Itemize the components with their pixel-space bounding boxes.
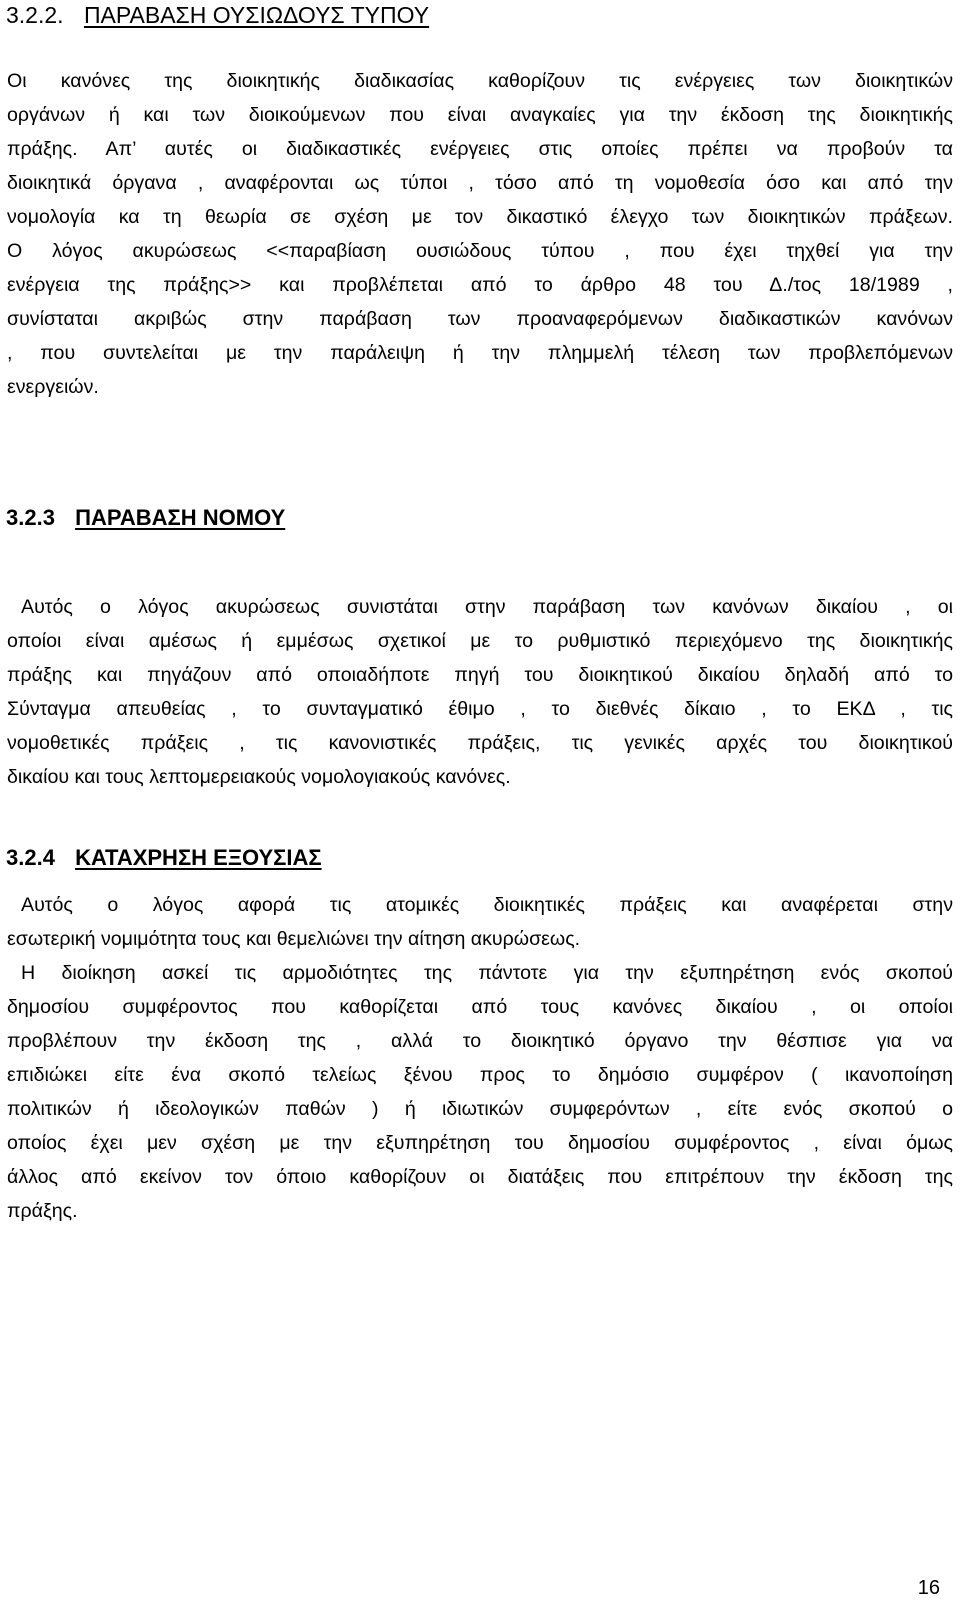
paragraph-line: νομολογία κα τη θεωρία σε σχέση με τον δικαστικό έλεγχο των διοικητικών πράξεων. (7, 206, 953, 228)
section-heading-3-2-3 (6, 507, 285, 529)
paragraph-3-2-2 (7, 64, 953, 404)
paragraph-line: νομοθετικές πράξεις , τις κανονιστικές πράξεις, τις γενικές αρχές του διοικητικού (7, 732, 953, 754)
paragraph-line: Ο λόγος ακυρώσεως <<παραβίαση ουσιώδους τύπου , που έχει τηχθεί για την (7, 240, 953, 262)
paragraph-line: οποίος έχει μεν σχέση με την εξυπηρέτηση του δημοσίου συμφέροντος , είναι όμως (7, 1132, 953, 1154)
page-number: 16 (917, 1577, 940, 1599)
section-number: 3.2.3 (6, 505, 55, 530)
section-title: ΚΑΤΑΧΡΗΣΗ ΕΞΟΥΣΙΑΣ (75, 845, 322, 870)
section-heading-3-2-2 (6, 4, 429, 27)
paragraph-line: δικαίου και τους λεπτομερειακούς νομολογιακούς κανόνες. (7, 766, 511, 788)
paragraph-line: πράξης. Απ’ αυτές οι διαδικαστικές ενέργειες στις οποίες πρέπει να προβούν τα (7, 138, 953, 160)
paragraph-line: Η διοίκηση ασκεί τις αρμοδιότητες της πάντοτε για την εξυπηρέτηση ενός σκοπού (21, 962, 953, 984)
paragraph-line: πολιτικών ή ιδεολογικών παθών ) ή ιδιωτικών συμφερόντων , είτε ενός σκοπού ο (7, 1098, 953, 1120)
paragraph-line: ενεργειών. (7, 376, 99, 398)
paragraph-3-2-3 (7, 590, 953, 794)
section-title: ΠΑΡΑΒΑΣΗ ΝΟΜΟΥ (75, 505, 286, 530)
section-number: 3.2.4 (6, 845, 55, 870)
paragraph-line: διοικητικά όργανα , αναφέρονται ως τύποι , τόσο από τη νομοθεσία όσο και από την (7, 172, 953, 194)
paragraph-line: συνίσταται ακριβώς στην παράβαση των προαναφερόμενων διαδικαστικών κανόνων (7, 308, 953, 330)
section-title: ΠΑΡΑΒΑΣΗ ΟΥΣΙΩΔΟΥΣ ΤΥΠΟΥ (83, 2, 430, 28)
paragraph-3-2-4-body (7, 956, 953, 1228)
section-heading-3-2-4 (6, 847, 322, 869)
paragraph-line: άλλος από εκείνον τον όποιο καθορίζουν οι διατάξεις που επιτρέπουν την έκδοση της (7, 1166, 953, 1188)
paragraph-line: πράξης και πηγάζουν από οποιαδήποτε πηγή του διοικητικού δικαίου δηλαδή από το (7, 664, 953, 686)
paragraph-line: δημοσίου συμφέροντος που καθορίζεται από τους κανόνες δικαίου , οι οποίοι (7, 996, 953, 1018)
paragraph-line: ενέργεια της πράξης>> και προβλέπεται από το άρθρο 48 του Δ./τος 18/1989 , (7, 274, 953, 296)
paragraph-line: Αυτός ο λόγος ακυρώσεως συνιστάται στην παράβαση των κανόνων δικαίου , οι (21, 596, 953, 618)
paragraph-line: πράξης. (7, 1200, 78, 1222)
paragraph-line: οποίοι είναι αμέσως ή εμμέσως σχετικοί με το ρυθμιστικό περιεχόμενο της διοικητικής (7, 630, 953, 652)
paragraph-line: επιδιώκει είτε ένα σκοπό τελείως ξένου προς το δημόσιο συμφέρον ( ικανοποίηση (7, 1064, 953, 1086)
paragraph-line: προβλέπουν την έκδοση της , αλλά το διοικητικό όργανο την θέσπισε για να (7, 1030, 953, 1052)
paragraph-line: Αυτός ο λόγος αφορά τις ατομικές διοικητικές πράξεις και αναφέρεται στην (21, 894, 953, 916)
paragraph-line: Σύνταγμα απευθείας , το συνταγματικό έθιμο , το διεθνές δίκαιο , το ΕΚΔ , τις (7, 698, 953, 720)
paragraph-line: εσωτερική νομιμότητα τους και θεμελιώνει την αίτηση ακυρώσεως. (7, 928, 581, 950)
paragraph-line: Οι κανόνες της διοικητικής διαδικασίας καθορίζουν τις ενέργειες των διοικητικών (7, 70, 953, 92)
paragraph-3-2-4-intro (7, 888, 953, 956)
section-number: 3.2.2. (6, 2, 64, 28)
paragraph-line: , που συντελείται με την παράλειψη ή την πλημμελή τέλεση των προβλεπόμενων (7, 342, 953, 364)
paragraph-line: οργάνων ή και των διοικούμενων που είναι αναγκαίες για την έκδοση της διοικητικής (7, 104, 953, 126)
